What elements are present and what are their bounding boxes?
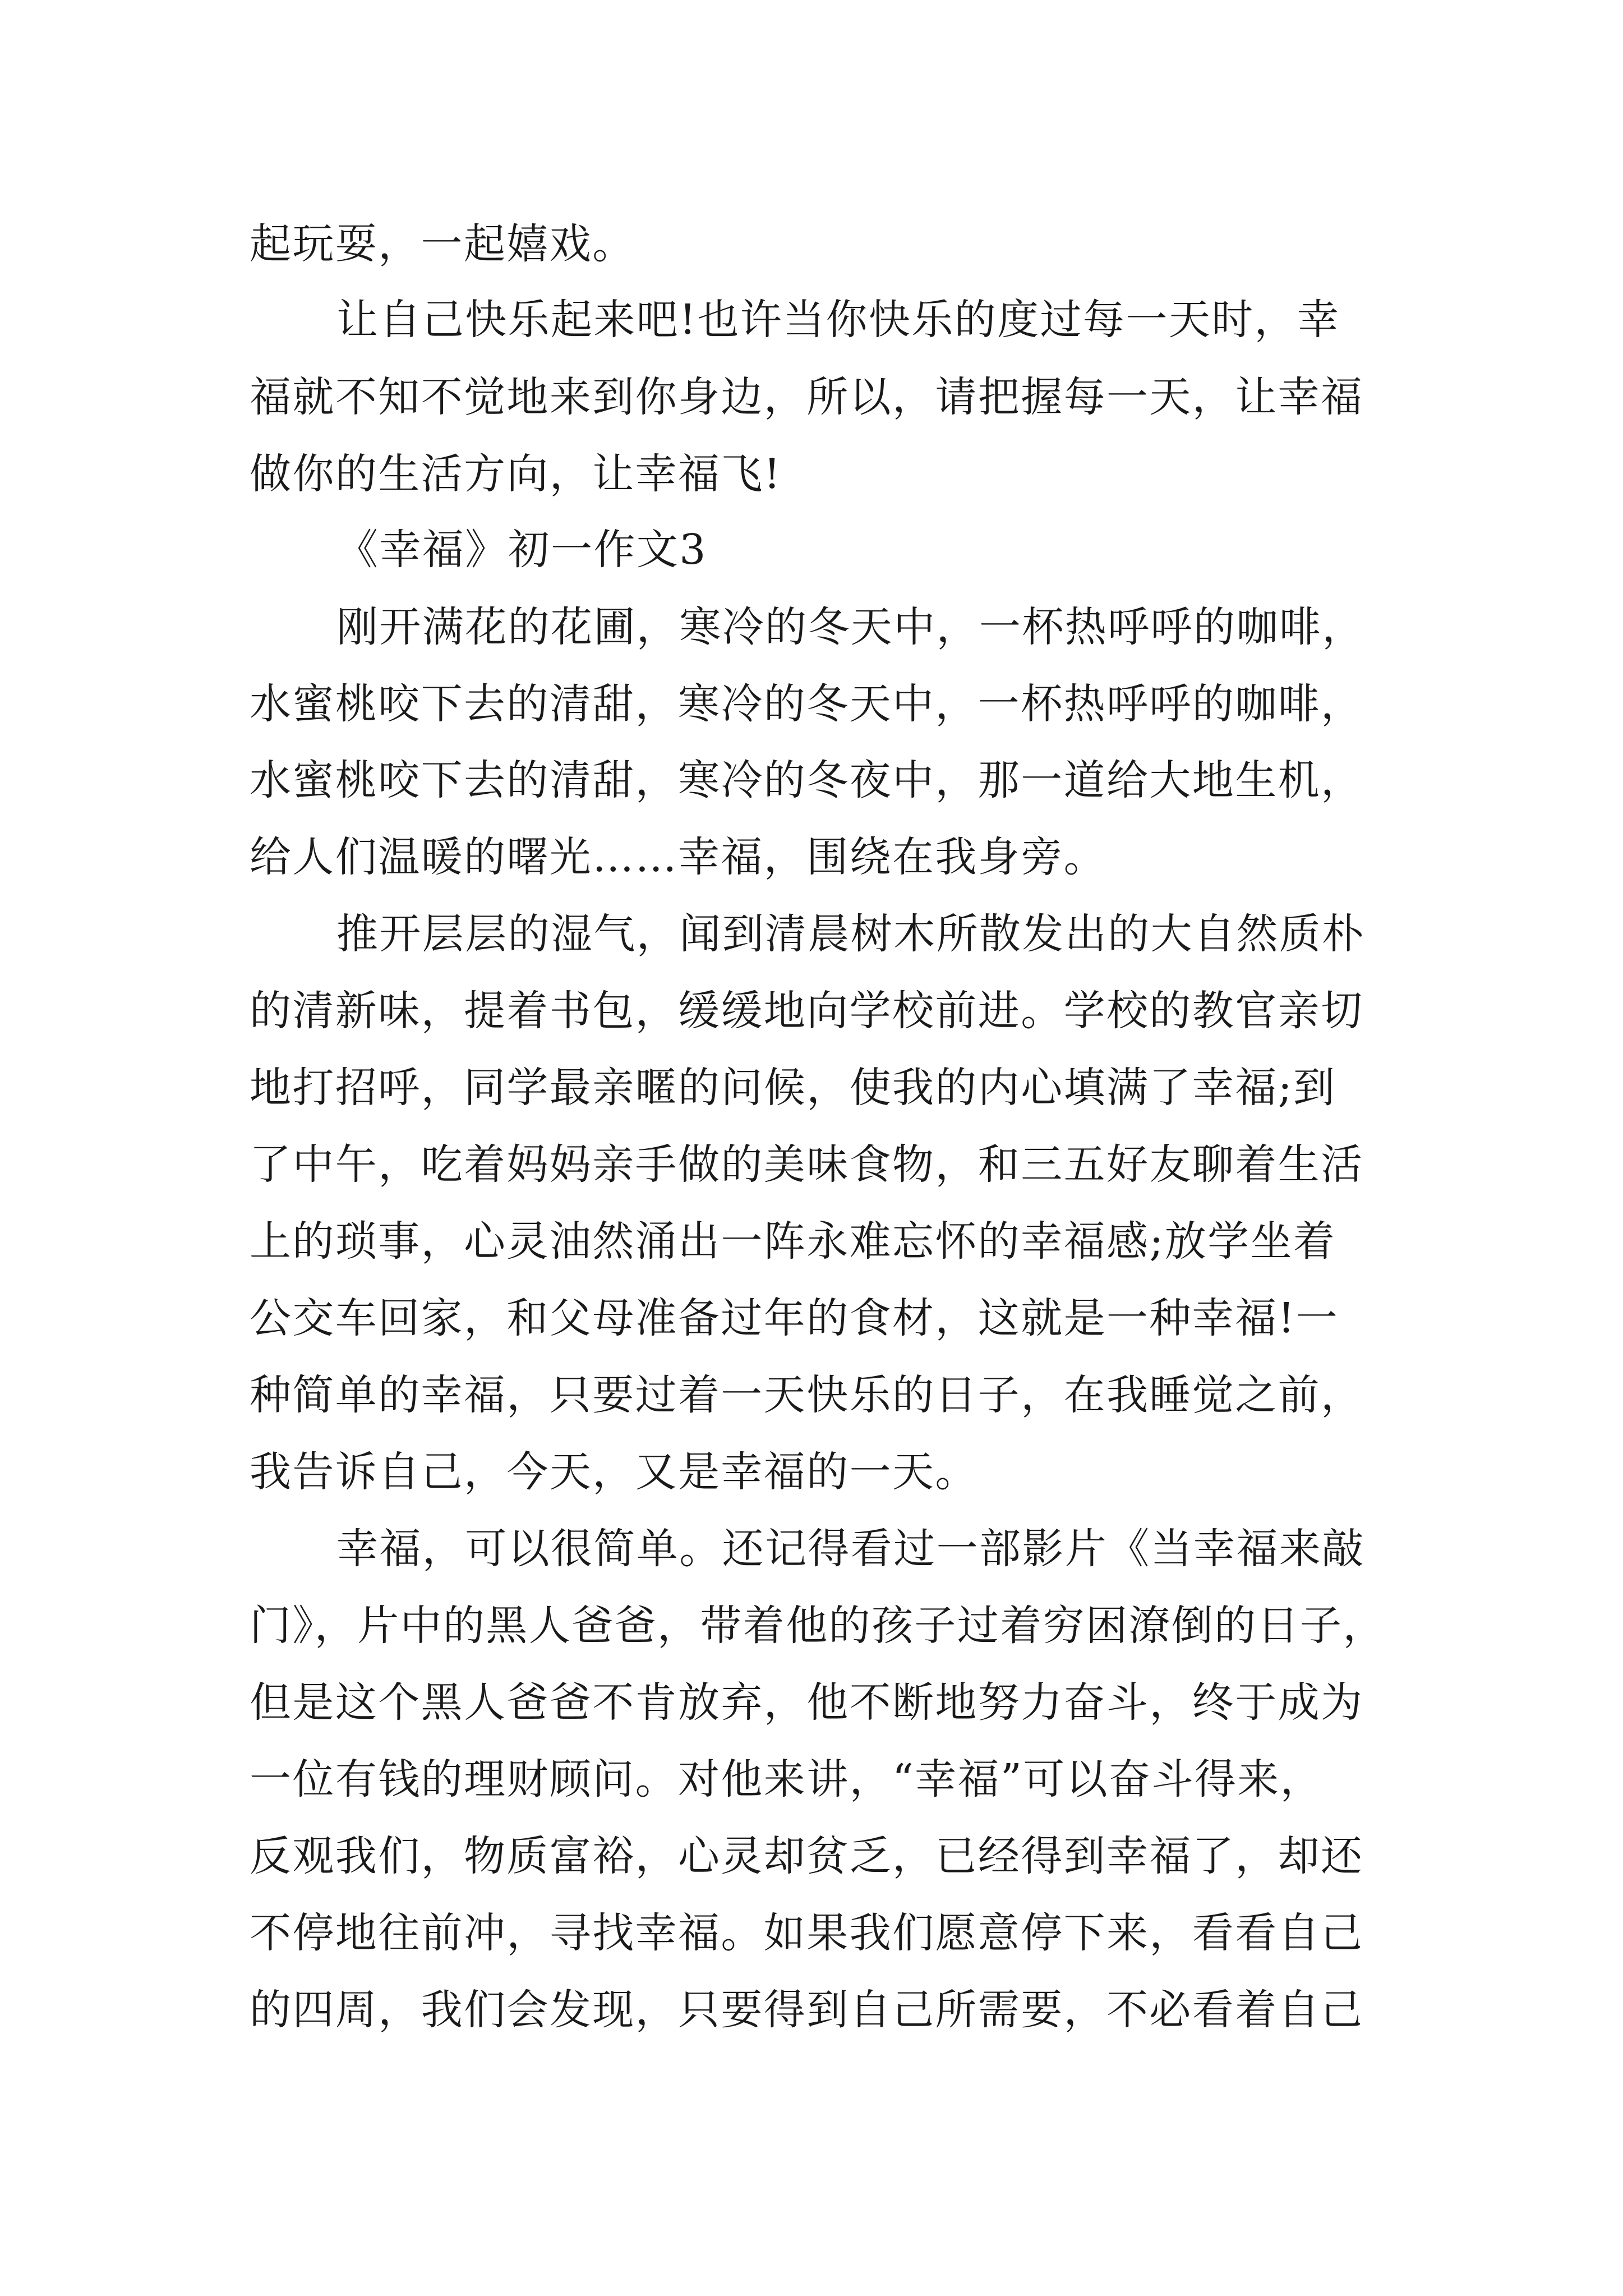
- paragraph-first-line: 推开层层的湿气，闻到清晨树木所散发出的大自然质朴: [336, 910, 1365, 958]
- text-line: 种简单的幸福，只要过着一天快乐的日子，在我睡觉之前，: [250, 1371, 1364, 1419]
- text-line: 不停地往前冲，寻找幸福。如果我们愿意停下来，看看自己: [250, 1909, 1364, 1957]
- text-line: 的清新味，提着书包，缓缓地向学校前进。学校的教官亲切: [250, 987, 1364, 1035]
- text-line: 做你的生活方向，让幸福飞!: [250, 450, 782, 498]
- text-line: 但是这个黑人爸爸不肯放弃，他不断地努力奋斗，终于成为: [250, 1678, 1364, 1727]
- text-line: 水蜜桃咬下去的清甜，寒冷的冬夜中，那一道给大地生机，: [250, 756, 1364, 804]
- text-line: 地打招呼，同学最亲暱的问候，使我的内心填满了幸福;到: [250, 1064, 1336, 1112]
- text-line: 福就不知不觉地来到你身边，所以，请把握每一天，让幸福: [250, 373, 1364, 421]
- text-line: 反观我们，物质富裕，心灵却贫乏，已经得到幸福了，却还: [250, 1832, 1364, 1880]
- text-line: 公交车回家，和父母准备过年的食材，这就是一种幸福!一: [250, 1294, 1339, 1342]
- text-line: 我告诉自己，今天，又是幸福的一天。: [250, 1448, 978, 1496]
- text-line: 水蜜桃咬下去的清甜，寒冷的冬天中，一杯热呼呼的咖啡，: [250, 680, 1364, 728]
- text-line: 门》，片中的黑人爸爸，带着他的孩子过着穷困潦倒的日子，: [250, 1602, 1386, 1650]
- text-line: 给人们温暖的曙光……幸福，围绕在我身旁。: [250, 833, 1106, 881]
- text-line: 的四周，我们会发现，只要得到自己所需要，不必看着自己: [250, 1986, 1364, 2034]
- paragraph-first-line: 刚开满花的花圃，寒冷的冬天中，一杯热呼呼的咖啡，: [336, 603, 1365, 651]
- paragraph-first-line: 让自己快乐起来吧!也许当你快乐的度过每一天时，幸: [336, 296, 1340, 344]
- text-line: 一位有钱的理财顾问。对他来讲，“幸福”可以奋斗得来，: [250, 1755, 1324, 1803]
- text-line: 了中午，吃着妈妈亲手做的美味食物，和三五好友聊着生活: [250, 1140, 1364, 1189]
- text-line: 起玩耍，一起嬉戏。: [250, 220, 635, 268]
- section-heading: 《幸福》初一作文3: [336, 526, 707, 574]
- text-line: 上的琐事，心灵油然涌出一阵永难忘怀的幸福感;放学坐着: [250, 1217, 1336, 1266]
- paragraph-first-line: 幸福，可以很简单。还记得看过一部影片《当幸福来敲: [336, 1525, 1365, 1573]
